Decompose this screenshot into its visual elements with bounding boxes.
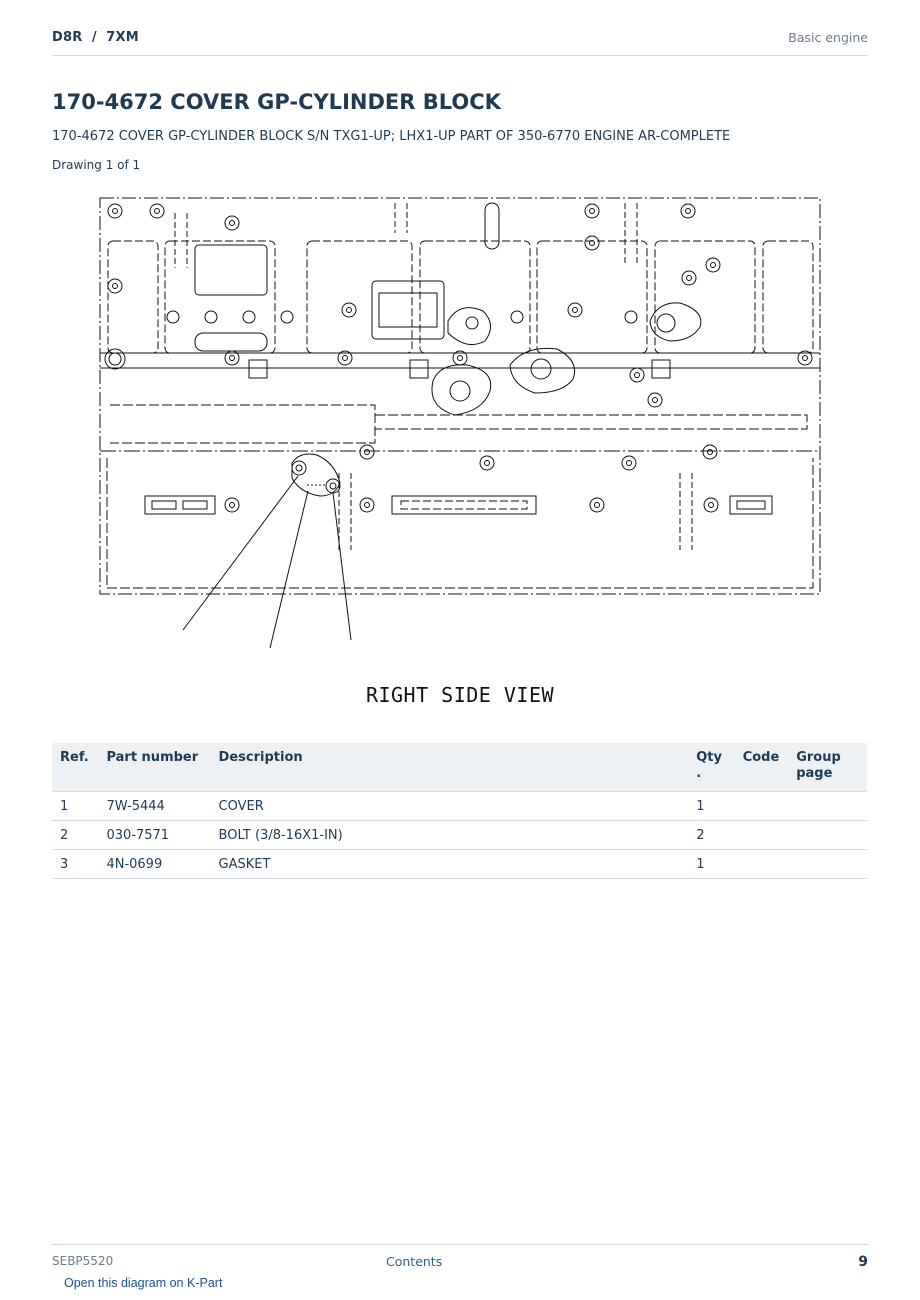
cell-part-number: 030-7571	[98, 821, 210, 850]
cell-ref: 2	[52, 821, 98, 850]
parts-table	[52, 743, 867, 879]
table-row	[52, 850, 867, 879]
rails	[100, 353, 820, 588]
cover-plates	[195, 245, 701, 415]
document-id: SEBP5520	[52, 1254, 114, 1268]
col-group-page: Group page	[788, 743, 867, 792]
table-header-row	[52, 743, 867, 792]
col-qty: Qty .	[688, 743, 734, 792]
bolt-holes	[105, 204, 812, 512]
cell-description: BOLT (3/8-16X1-IN)	[211, 821, 689, 850]
cell-group-page	[788, 850, 867, 879]
square-ports	[249, 360, 670, 378]
table-row	[52, 821, 867, 850]
table-row	[52, 792, 867, 821]
block-outline	[100, 198, 820, 594]
cell-description: GASKET	[211, 850, 689, 879]
cell-qty: 1	[688, 850, 734, 879]
contents-link[interactable]: Contents	[386, 1254, 443, 1269]
drawing-counter: Drawing 1 of 1	[52, 158, 141, 172]
parts-diagram[interactable]	[95, 193, 825, 653]
cell-description: COVER	[211, 792, 689, 821]
cell-qty: 1	[688, 792, 734, 821]
cell-part-number: 7W-5444	[98, 792, 210, 821]
col-ref: Ref.	[52, 743, 98, 792]
leader-lines	[183, 476, 351, 648]
page-number: 9	[858, 1254, 868, 1270]
highlighted-cover-group	[292, 454, 340, 496]
col-part-number: Part number	[98, 743, 210, 792]
open-kpart-link[interactable]: Open this diagram on K-Part	[64, 1276, 223, 1290]
col-description: Description	[211, 743, 689, 792]
cell-code	[735, 850, 789, 879]
cell-group-page	[788, 792, 867, 821]
breadcrumb: D8R / 7XM	[52, 30, 139, 45]
page-title: 170-4672 COVER GP-CYLINDER BLOCK	[52, 90, 501, 114]
page-subtitle: 170-4672 COVER GP-CYLINDER BLOCK S/N TXG1-UP; LHX1-UP PART OF 350-6770 ENGINE AR-COMPLETE	[52, 129, 731, 144]
view-label: RIGHT SIDE VIEW	[365, 683, 555, 707]
cell-group-page	[788, 821, 867, 850]
page-footer	[52, 1244, 868, 1275]
cell-code	[735, 821, 789, 850]
cell-qty: 2	[688, 821, 734, 850]
vertical-bores	[175, 203, 692, 550]
cell-ref: 1	[52, 792, 98, 821]
section-name: Basic engine	[788, 30, 868, 45]
cell-part-number: 4N-0699	[98, 850, 210, 879]
cell-ref: 3	[52, 850, 98, 879]
page-header	[52, 28, 868, 56]
col-code: Code	[735, 743, 789, 792]
cell-code	[735, 792, 789, 821]
cylinder-pockets	[108, 241, 813, 353]
